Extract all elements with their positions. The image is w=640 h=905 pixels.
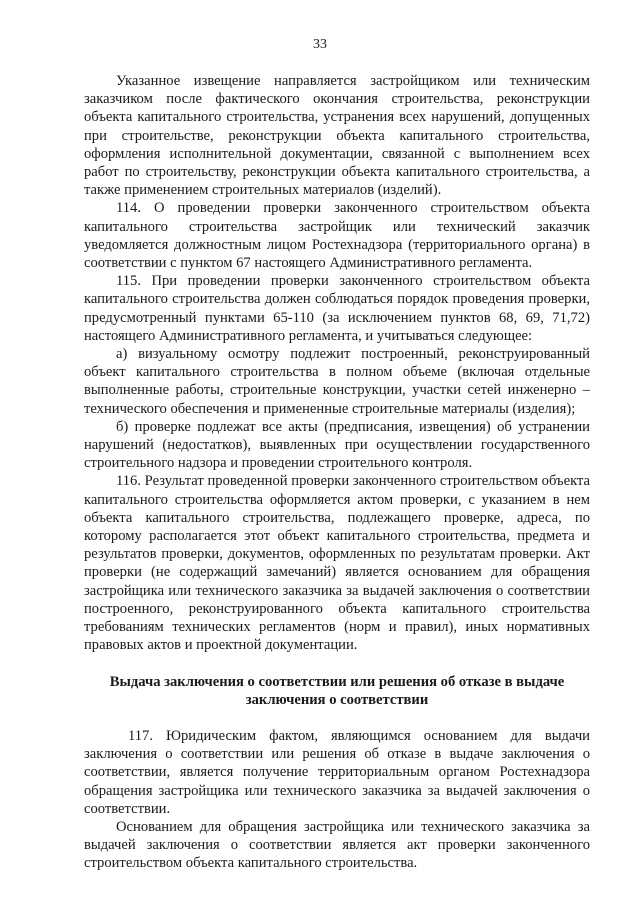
paragraph-117-basis: Основанием для обращения застройщика или технического заказчика за выдачей заключения о соответствии является акт проверки законченного строительством объекта капитального строительства.: [84, 818, 590, 872]
page-number: 33: [313, 37, 327, 52]
paragraph-115: 115. При проведении проверки законченного строительством объекта капитального строительства должен соблюдаться порядок проведения проверки, предусмотренный пунктами 65-110 (за исключением пунктов 68, 69, 71,72) настоящего Административного регламента, и учитываться следующее:: [84, 273, 590, 344]
paragraph-115-b: б) проверке подлежат все акты (предписания, извещения) об устранении нарушений (недостатков), выявленных при осуществлении государственного строительного надзора и проведении строительного контроля.: [84, 418, 590, 472]
paragraph-114: 114. О проведении проверки законченного строительством объекта капитального строительства застройщик или технический заказчик уведомляется должностным лицом Ростехнадзора (территориального органа) в соответствии с пунктом 67 настоящего Административного регламента.: [84, 200, 590, 272]
paragraph-notice: Указанное извещение направляется застройщиком или техническим заказчиком после фактического окончания строительства, реконструкции объекта капитального строительства, устранения всех нарушений, допущенных при строительстве, реконструкции объекта капитального строительства, оформления исполнительной документации, связанной с выполнением всех работ по строительству, реконструкции объекта капитального строительства, а также применением строительных материалов (изделий).: [84, 73, 590, 199]
section-heading-line-2: заключения о соответствии: [245, 691, 429, 708]
paragraph-117: 117. Юридическим фактом, являющимся основанием для выдачи заключения о соответствии или решения об отказе в выдаче заключения о соответствии, является получение территориальным органом Ростехнадзора обращения застройщика или технического заказчика за выдачей заключения о соответствии.: [84, 727, 590, 817]
spacer: [84, 709, 590, 727]
section-heading: [84, 673, 590, 709]
section-heading-line-1: Выдача заключения о соответствии или решения об отказе в выдаче: [109, 673, 565, 690]
paragraph-115-a: а) визуальному осмотру подлежит построенный, реконструированный объект капитального строительства в полном объеме (включая отдельные выполненные работы, строительные конструкции, участки сетей инженерно – технического обеспечения и примененные строительные материалы (изделия);: [84, 346, 590, 417]
paragraph-116: 116. Результат проведенной проверки законченного строительством объекта капитального строительства оформляется актом проверки, с указанием в нем объекта капитального строительства, подлежащего проверке, адреса, по которому располагается этот объект капитального строительства, предмета и результатов проверки, документов, оформленных по результатам проверки. Акт проверки (не содержащий замечаний) является основанием для обращения застройщика или технического заказчика за выдачей заключения о соответствии построенного, реконструированного объекта капитального строительства требованиям технических регламентов (норм и правил), иных нормативных правовых актов и проектной документации.: [84, 473, 590, 654]
spacer: [84, 655, 590, 673]
document-body: [84, 72, 590, 873]
